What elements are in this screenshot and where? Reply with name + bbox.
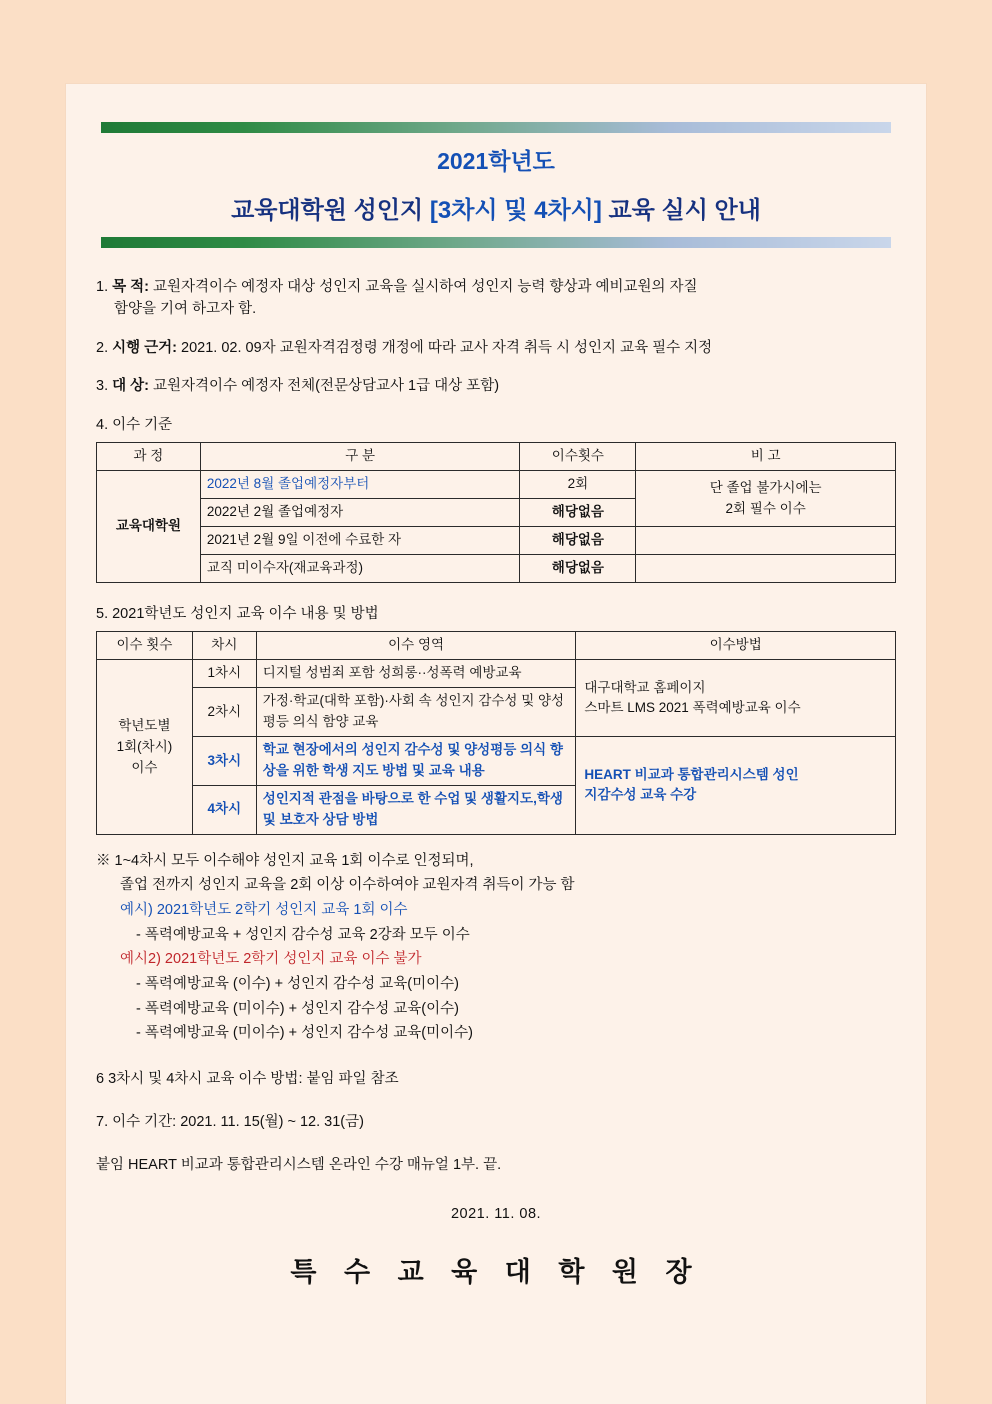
cell-method	[576, 660, 896, 737]
title-top-bar	[101, 122, 891, 133]
table-header-row	[97, 443, 896, 471]
tail-item-6: 6 3차시 및 4차시 교육 이수 방법: 붙임 파일 참조	[96, 1070, 399, 1087]
document-date: 2021. 11. 08.	[450, 1206, 542, 1223]
section-4-heading: 4. 이수 기준	[96, 416, 173, 433]
cell-remark	[636, 471, 896, 527]
content-area	[96, 276, 896, 1294]
cell-count: 2회	[520, 471, 636, 499]
title-block	[101, 122, 891, 248]
title-main	[101, 190, 891, 225]
table-row	[97, 660, 896, 688]
item-number: 2.	[96, 339, 109, 356]
count-line-3: 이수	[131, 759, 158, 775]
count-line-2: 1회(차시)	[116, 738, 173, 754]
cell-category: 2021년 2월 9일 이전에 수료한 자	[200, 527, 520, 555]
table-header-row	[97, 632, 896, 660]
list-item	[96, 337, 896, 359]
column-header-course: 과 정	[97, 443, 201, 471]
example-2-detail: - 폭력예방교육 (이수) + 성인지 감수성 교육(미이수)	[136, 976, 459, 992]
item-text: 2021. 02. 09자 교원자격검정령 개정에 따라 교사 자격 취득 시 성인지 교육 필수 지정	[177, 339, 713, 356]
table-row	[97, 527, 896, 555]
item-label: 대 상:	[112, 378, 149, 395]
cell-category: 2022년 8월 졸업예정자부터	[200, 471, 520, 499]
cell-session: 2차시	[192, 688, 256, 737]
cell-area: 가정·학교(대학 포함)·사회 속 성인지 감수성 및 양성평등 의식 함양 교육	[256, 688, 576, 737]
method-line-2: 스마트 LMS 2021 폭력예방교육 이수	[584, 700, 801, 716]
column-header-area: 이수 영역	[256, 632, 576, 660]
cell-method	[576, 737, 896, 835]
notes-block	[96, 849, 896, 1046]
cell-session: 3차시	[192, 737, 256, 786]
remark-line-2: 2회 필수 이수	[725, 500, 806, 516]
table-row	[97, 471, 896, 499]
cell-area: 학교 현장에서의 성인지 감수성 및 양성평등 의식 향상을 위한 학생 지도 방법 및 교육 내용	[256, 737, 576, 786]
title-bottom-bar	[101, 237, 891, 248]
item-text: 교원자격이수 예정자 전체(전문상담교사 1급 대상 포함)	[149, 378, 500, 395]
cell-session: 1차시	[192, 660, 256, 688]
example-2-detail: - 폭력예방교육 (미이수) + 성인지 감수성 교육(이수)	[136, 1000, 459, 1017]
cell-area: 성인지적 관점을 바탕으로 한 수업 및 생활지도,학생 및 보호자 상담 방법	[256, 785, 576, 834]
tail-block	[96, 1068, 896, 1178]
method-line-2: 지감수성 교육 수강	[584, 787, 697, 803]
list-item	[96, 276, 896, 321]
cell-count: 해당없음	[520, 499, 636, 527]
cell-category: 교직 미이수자(재교육과정)	[200, 555, 520, 583]
note-star-line-1: ※ 1~4차시 모두 이수해야 성인지 교육 1회 이수로 인정되며,	[96, 852, 474, 869]
method-line-1: 대구대학교 홈페이지	[584, 679, 706, 695]
column-header-method: 이수방법	[576, 632, 896, 660]
section-5-heading: 5. 2021학년도 성인지 교육 이수 내용 및 방법	[96, 605, 379, 622]
curriculum-table	[96, 631, 896, 834]
column-header-remark: 비 고	[636, 443, 896, 471]
count-line-1: 학년도별	[118, 717, 171, 733]
item-text-continued: 함양을 기여 하고자 함.	[114, 301, 257, 318]
title-main-highlight: [3차시 및 4차시]	[429, 197, 602, 224]
list-item	[96, 375, 896, 397]
note-star-line-2: 졸업 전까지 성인지 교육을 2회 이상 이수하여야 교원자격 취득이 가능 함	[120, 877, 575, 894]
completion-criteria-table	[96, 442, 896, 583]
document-signer: 특 수 교 육 대 학 원 장	[290, 1256, 702, 1287]
tail-item-7: 7. 이수 기간: 2021. 11. 15(월) ~ 12. 31(금)	[96, 1114, 364, 1131]
title-year: 2021학년도	[437, 148, 555, 174]
item-label: 목 적:	[112, 279, 149, 295]
item-label: 시행 근거:	[112, 339, 178, 356]
table-row	[97, 555, 896, 583]
cell-count: 해당없음	[520, 527, 636, 555]
document-page	[66, 84, 926, 1404]
item-number: 3.	[96, 378, 109, 395]
title-main-pre: 교육대학원 성인지	[231, 197, 430, 224]
table-row	[97, 737, 896, 786]
cell-area: 디지털 성범죄 포함 성희롱··성폭력 예방교육	[256, 660, 576, 688]
cell-remark-empty	[636, 527, 896, 555]
item-number: 1.	[96, 279, 109, 295]
remark-line-1: 단 졸업 불가시에는	[709, 479, 822, 495]
cell-session: 4차시	[192, 785, 256, 834]
example-2-detail: - 폭력예방교육 (미이수) + 성인지 감수성 교육(미이수)	[136, 1025, 473, 1042]
method-line-1: HEART 비교과 통합관리시스템 성인	[584, 767, 799, 783]
title-text-group	[101, 133, 891, 237]
document-body	[96, 114, 896, 1294]
column-header-session: 차시	[192, 632, 256, 660]
example-2-heading: 예시2) 2021학년도 2학기 성인지 교육 이수 불가	[120, 951, 422, 968]
column-header-category: 구 분	[200, 443, 520, 471]
example-1-heading: 예시) 2021학년도 2학기 성인지 교육 1회 이수	[120, 902, 408, 919]
tail-attachment: 붙임 HEART 비교과 통합관리시스템 온라인 수강 매뉴얼 1부. 끝.	[96, 1157, 502, 1174]
column-header-count: 이수 횟수	[97, 632, 193, 660]
cell-count: 해당없음	[520, 555, 636, 583]
cell-remark-empty	[636, 555, 896, 583]
example-1-detail: - 폭력예방교육 + 성인지 감수성 교육 2강좌 모두 이수	[136, 926, 470, 943]
column-header-count: 이수횟수	[520, 443, 636, 471]
cell-count-group	[97, 660, 193, 834]
title-main-post: 교육 실시 안내	[601, 197, 761, 224]
cell-course-name: 교육대학원	[97, 471, 201, 583]
item-text: 교원자격이수 예정자 대상 성인지 교육을 실시하여 성인지 능력 향상과 예비교원의 자질	[149, 279, 698, 295]
cell-category: 2022년 2월 졸업예정자	[200, 499, 520, 527]
